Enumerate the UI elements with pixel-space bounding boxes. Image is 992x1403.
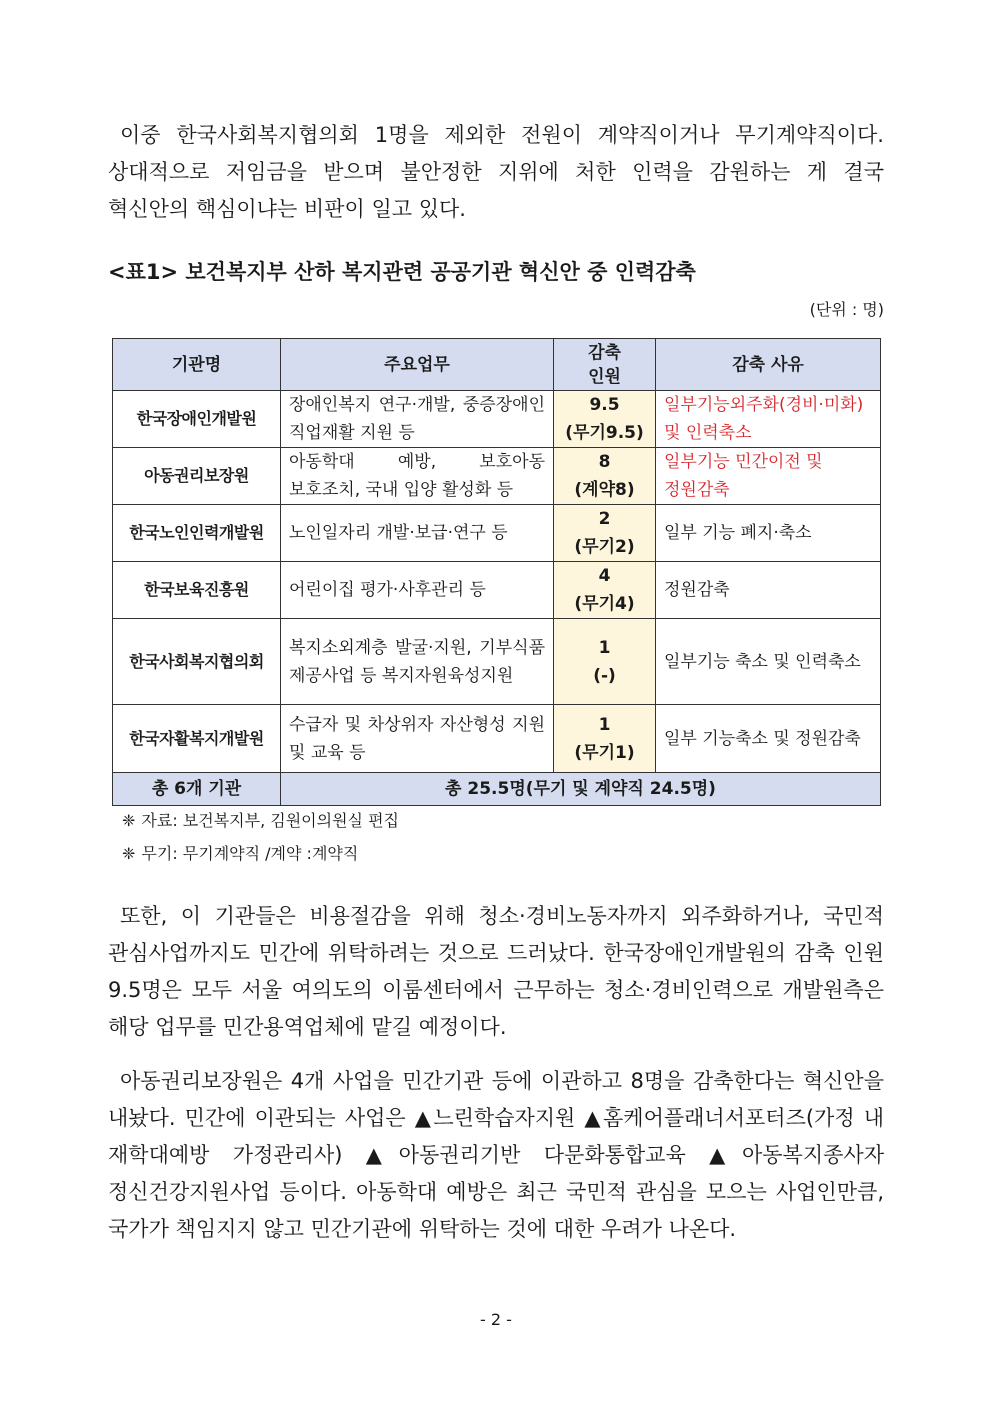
- count-detail: (계약8): [574, 480, 635, 500]
- org-name: 아동권리보장원: [113, 448, 281, 505]
- note-mark-icon: ❈: [122, 811, 136, 830]
- table-title: <표1> 보건복지부 산하 복지관련 공공기관 혁신안 중 인력감축: [108, 260, 696, 284]
- reduction-reason: 일부기능 축소 및 인력축소: [656, 619, 881, 705]
- header-count-line1: 감축: [588, 342, 621, 363]
- note-text: 무기: 무기계약직 /계약 :계약직: [141, 844, 359, 863]
- count-value: 4: [598, 566, 611, 586]
- total-label: 총 6개 기관: [113, 773, 281, 806]
- main-task: 복지소외계층 발굴·지원, 기부식품 제공사업 등 복지자원육성지원: [281, 619, 554, 705]
- table-row: [113, 391, 881, 448]
- header-count-line2: 인원: [588, 366, 621, 387]
- abbreviation-note: [122, 841, 358, 864]
- count-detail: (무기2): [574, 537, 635, 557]
- table-header-row: [113, 339, 881, 391]
- reduction-reason: 일부기능외주화(경비·미화) 및 인력축소: [656, 391, 881, 448]
- table-row: [113, 619, 881, 705]
- reduction-count: [554, 391, 656, 448]
- count-value: 2: [598, 509, 611, 529]
- count-detail: (무기4): [574, 594, 635, 614]
- header-task: 주요업무: [281, 339, 554, 391]
- main-task: 아동학대 예방, 보호아동 보호조치, 국내 입양 활성화 등: [281, 448, 554, 505]
- count-value: 1: [598, 714, 611, 735]
- main-task: 어린이집 평가·사후관리 등: [281, 562, 554, 619]
- header-reason: 감축 사유: [656, 339, 881, 391]
- source-note: [122, 808, 399, 831]
- org-name: 한국보육진흥원: [113, 562, 281, 619]
- org-name: 한국자활복지개발원: [113, 705, 281, 773]
- total-value: 총 25.5명(무기 및 계약직 24.5명): [281, 773, 881, 806]
- page-number: - 2 -: [480, 1310, 512, 1329]
- intro-paragraph: 이중 한국사회복지협의회 1명을 제외한 전원이 계약직이거나 무기계약직이다. 상대적으로 저임금을 받으며 불안정한 지위에 처한 인력을 감원하는 게 결국 혁신안의 핵심이냐는 비판이 일고 있다.: [108, 123, 884, 221]
- header-org: 기관명: [113, 339, 281, 391]
- note-mark-icon: ❈: [122, 844, 136, 863]
- reduction-reason: 일부 기능 폐지·축소: [656, 505, 881, 562]
- count-detail: (-): [593, 665, 616, 686]
- reduction-reason: 일부기능 민간이전 및 정원감축: [656, 448, 881, 505]
- reduction-reason: 일부 기능축소 및 정원감축: [656, 705, 881, 773]
- org-name: 한국사회복지협의회: [113, 619, 281, 705]
- count-value: 1: [598, 637, 611, 658]
- table-total-row: [113, 773, 881, 806]
- count-detail: (무기9.5): [565, 423, 644, 443]
- main-task: 장애인복지 연구·개발, 중증장애인 직업재활 지원 등: [281, 391, 554, 448]
- table-row: [113, 505, 881, 562]
- reduction-count: [554, 505, 656, 562]
- table-row: [113, 705, 881, 773]
- org-name: 한국장애인개발원: [113, 391, 281, 448]
- second-paragraph: 또한, 이 기관들은 비용절감을 위해 청소·경비노동자까지 외주화하거나, 국민적 관심사업까지도 민간에 위탁하려는 것으로 드러났다. 한국장애인개발원의 감축 인원 9.5명은 모두 서울 여의도의 이룸센터에서 근무하는 청소·경비인력으로 개발원측은 해당 업무를 민간용역업체에 맡길 예정이다.: [108, 904, 884, 1039]
- table-row: [113, 562, 881, 619]
- staff-reduction-table: [112, 338, 881, 806]
- reduction-count: [554, 562, 656, 619]
- reduction-count: [554, 619, 656, 705]
- org-name: 한국노인인력개발원: [113, 505, 281, 562]
- count-detail: (무기1): [574, 742, 635, 763]
- reduction-count: [554, 705, 656, 773]
- reduction-count: [554, 448, 656, 505]
- main-task: 수급자 및 차상위자 자산형성 지원 및 교육 등: [281, 705, 554, 773]
- third-paragraph: 아동권리보장원은 4개 사업을 민간기관 등에 이관하고 8명을 감축한다는 혁신안을 내놨다. 민간에 이관되는 사업은 ▲느린학습자지원 ▲홈케어플래너서포터즈(가정 내 재학대예방 가정관리사) ▲아동권리기반 다문화통합교육 ▲아동복지종사자 정신건강지원사업 등이다. 아동학대 예방은 최근 국민적 관심을 모으는 사업인만큼, 국가가 책임지지 않고 민간기관에 위탁하는 것에 대한 우려가 나온다.: [108, 1069, 884, 1241]
- table-unit: (단위 : 명): [809, 300, 884, 319]
- reduction-reason: 정원감축: [656, 562, 881, 619]
- count-value: 9.5: [589, 395, 620, 415]
- note-text: 자료: 보건복지부, 김원이의원실 편집: [141, 811, 399, 830]
- main-task: 노인일자리 개발·보급·연구 등: [281, 505, 554, 562]
- header-count: [554, 339, 656, 391]
- table-row: [113, 448, 881, 505]
- count-value: 8: [598, 452, 611, 472]
